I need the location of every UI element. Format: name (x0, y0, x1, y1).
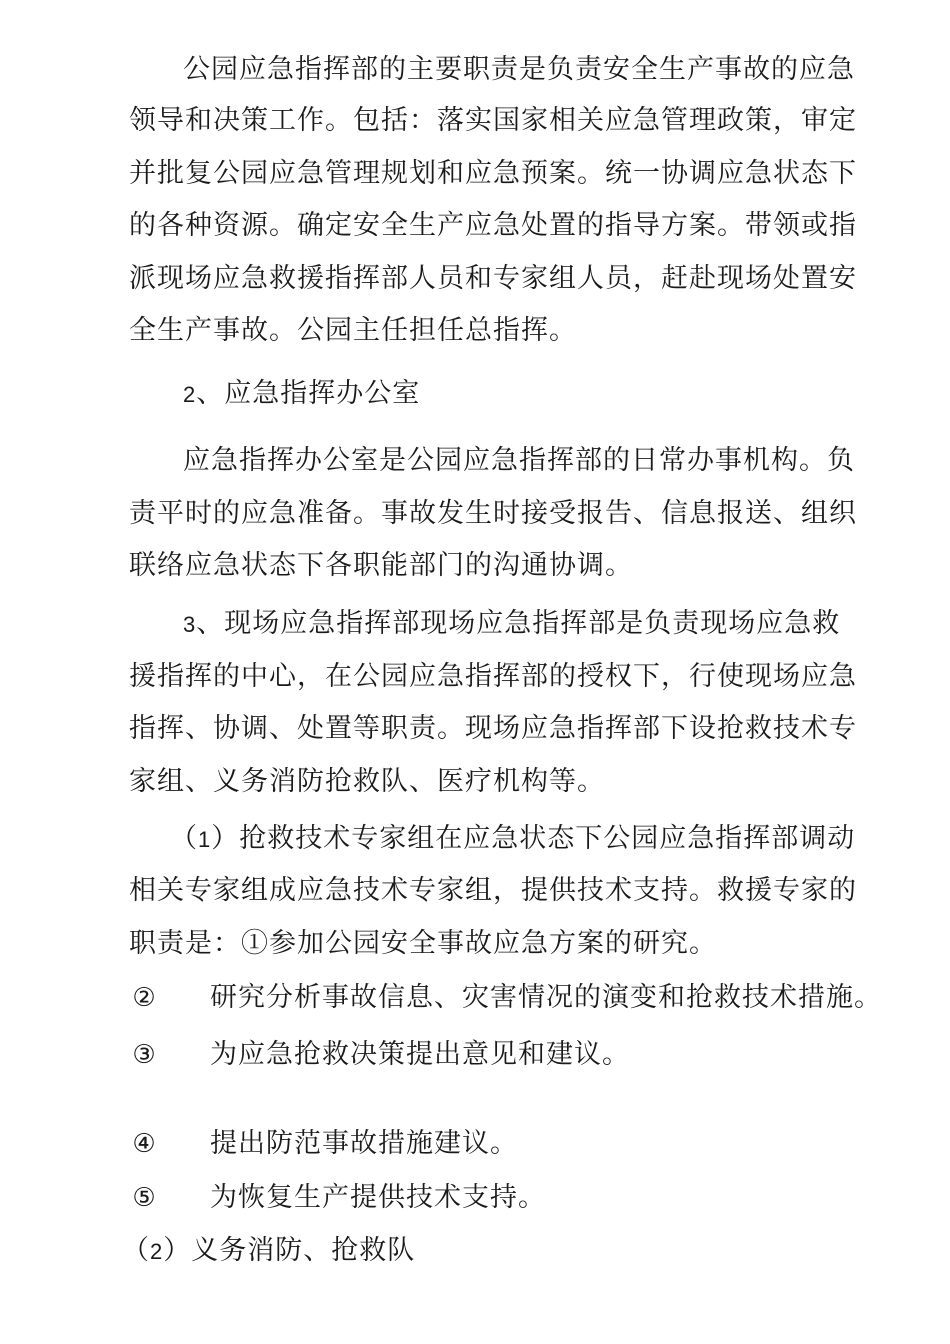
item-text: 为恢复生产提供技术支持。 (210, 1182, 546, 1213)
text-line: 援指挥的中心，在公园应急指挥部的授权下，行使现场应急 (129, 661, 857, 692)
item-marker: ③ (132, 1040, 156, 1070)
paren: （ (170, 823, 198, 854)
item-text: 提出防范事故措施建议。 (210, 1128, 518, 1159)
section-heading-office (183, 378, 420, 411)
paren: （ (122, 1235, 150, 1266)
text-line (170, 823, 855, 856)
item-marker: ④ (132, 1129, 156, 1159)
text-span: ）抢救技术专家组在应急状态下公园应急指挥部调动 (211, 823, 856, 854)
subsection-heading-text: ）义务消防、抢救队 (163, 1235, 416, 1266)
text-line: 全生产事故。公园主任担任总指挥。 (129, 315, 577, 346)
text-line: 家组、义务消防抢救队、医疗机构等。 (129, 766, 605, 797)
text-line: 应急指挥办公室是公园应急指挥部的日常办事机构。负 (183, 445, 855, 476)
subsection-number: 2 (150, 1239, 164, 1264)
text-line: 公园应急指挥部的主要职责是负责安全生产事故的应急 (183, 54, 855, 85)
section-number: 2 (183, 382, 197, 407)
section-number: 3 (183, 612, 197, 637)
text-line: 领导和决策工作。包括：落实国家相关应急管理政策，审定 (129, 105, 857, 136)
item-marker: ⑤ (132, 1183, 156, 1213)
section-heading-text: 、应急指挥办公室 (196, 378, 421, 409)
text-line: 并批复公园应急管理规划和应急预案。统一协调应急状态下 (129, 158, 857, 189)
text-line: 的各种资源。确定安全生产应急处置的指导方案。带领或指 (129, 210, 857, 241)
item-text: 为应急抢救决策提出意见和建议。 (210, 1039, 630, 1070)
subsection-number: 1 (198, 827, 212, 852)
text-line: 派现场应急救援指挥部人员和专家组人员，赶赴现场处置安 (129, 263, 857, 294)
text-line: 相关专家组成应急技术专家组，提供技术支持。救援专家的 (129, 875, 857, 906)
subsection-heading-fire-rescue (122, 1235, 415, 1268)
text-span: 、现场应急指挥部现场应急指挥部是负责现场应急救 (196, 608, 841, 639)
item-marker: ② (132, 983, 156, 1013)
text-line: 联络应急状态下各职能部门的沟通协调。 (129, 550, 633, 581)
text-line (183, 608, 840, 641)
text-line: 职责是：①参加公园安全事故应急方案的研究。 (129, 928, 717, 959)
item-text: 研究分析事故信息、灾害情况的演变和抢救技术措施。 (210, 982, 882, 1013)
text-line: 责平时的应急准备。事故发生时接受报告、信息报送、组织 (129, 498, 857, 529)
text-line: 指挥、协调、处置等职责。现场应急指挥部下设抢救技术专 (129, 713, 857, 744)
